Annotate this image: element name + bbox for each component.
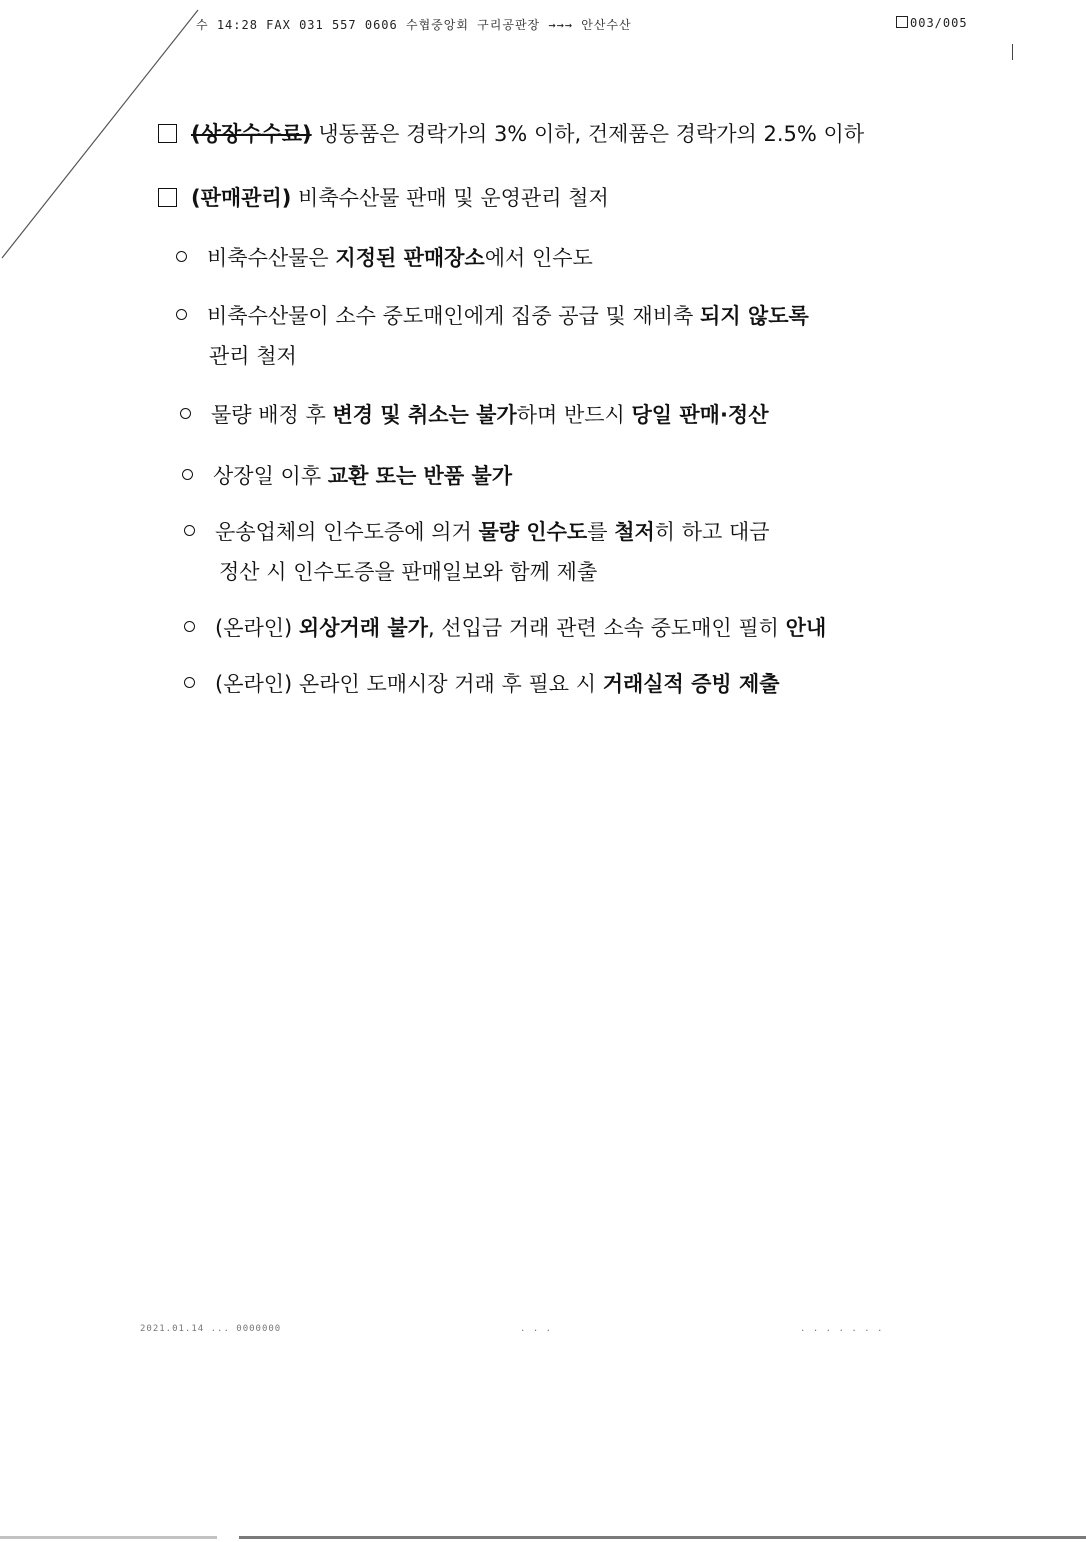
item-text: 비축수산물이 소수 중도매인에게 집중 공급 및 재비축 xyxy=(207,304,701,328)
item-emphasis: 철저 xyxy=(614,520,655,544)
item-text: 히 하고 대금 xyxy=(654,520,770,544)
list-item xyxy=(176,302,809,330)
item-text: , 선입금 거래 관련 소속 중도매인 필히 xyxy=(427,616,786,640)
item-text: 하며 반드시 xyxy=(516,403,632,427)
list-item xyxy=(176,244,593,272)
bullet-circle-icon xyxy=(184,677,195,688)
section-sales-management xyxy=(158,184,609,212)
item-emphasis: 당일 판매·정산 xyxy=(631,403,769,427)
footer-center: . . . xyxy=(520,1324,553,1334)
list-item xyxy=(184,518,770,546)
bullet-circle-icon xyxy=(176,251,187,262)
section-text: 냉동품은 경락가의 3% 이하, 건제품은 경락가의 2.5% 이하 xyxy=(318,122,865,146)
bullet-circle-icon xyxy=(184,525,195,536)
item-emphasis: 지정된 판매장소 xyxy=(335,246,485,270)
item-text: 상장일 이후 xyxy=(213,464,328,488)
footer-right: . . . . . . . xyxy=(800,1324,884,1334)
item-emphasis: 외상거래 불가 xyxy=(298,616,428,640)
item-text: (온라인) 온라인 도매시장 거래 후 필요 시 xyxy=(215,672,603,696)
section-heading: (상장수수료) xyxy=(191,122,312,146)
section-text: 비축수산물 판매 및 운영관리 철저 xyxy=(298,186,609,210)
item-text: 운송업체의 인수도증에 의거 xyxy=(215,520,479,544)
list-item xyxy=(182,462,512,490)
fax-header-text: 수 14:28 FAX 031 557 0606 수협중앙회 구리공판장 →→→ 안산수산 xyxy=(196,18,632,32)
checkbox-square-icon xyxy=(158,188,177,207)
section-commission xyxy=(158,120,864,148)
list-item xyxy=(184,614,826,642)
item-emphasis: 변경 및 취소는 불가 xyxy=(332,403,517,427)
item-emphasis: 되지 않도록 xyxy=(700,304,809,328)
bullet-circle-icon xyxy=(182,469,193,480)
bullet-circle-icon xyxy=(180,408,191,419)
item-emphasis: 안내 xyxy=(785,616,827,640)
checkbox-square-icon xyxy=(158,124,177,143)
fax-page-number: 003/005 xyxy=(910,16,968,30)
margin-mark xyxy=(1012,44,1013,60)
item-text: 를 xyxy=(587,520,615,544)
item-text: 에서 인수도 xyxy=(484,246,593,270)
page-bottom-edge xyxy=(0,1536,1086,1539)
section-heading: (판매관리) xyxy=(191,186,292,210)
item-text: 비축수산물은 xyxy=(207,246,336,270)
list-item xyxy=(180,401,769,429)
item-emphasis: 거래실적 증빙 제출 xyxy=(602,672,780,696)
item-emphasis: 물량 인수도 xyxy=(478,520,588,544)
item-text: (온라인) xyxy=(215,616,299,640)
list-item-continuation: 관리 철저 xyxy=(209,344,297,368)
item-emphasis: 교환 또는 반품 불가 xyxy=(327,464,513,488)
item-text: 물량 배정 후 xyxy=(211,403,333,427)
list-item xyxy=(184,670,780,698)
footer-left: 2021.01.14 ... 0000000 xyxy=(140,1324,282,1334)
bullet-circle-icon xyxy=(176,309,187,320)
list-item-continuation: 정산 시 인수도증을 판매일보와 함께 제출 xyxy=(219,560,598,584)
bullet-circle-icon xyxy=(184,621,195,632)
